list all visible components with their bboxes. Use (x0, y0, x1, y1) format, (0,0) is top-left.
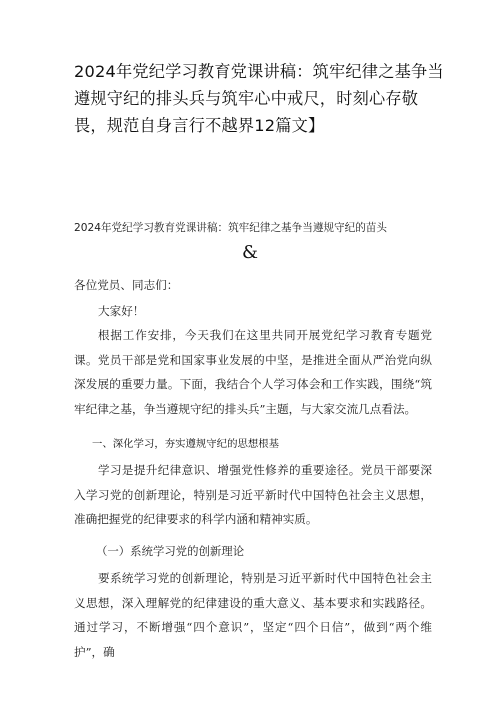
paragraph-section-1: 学习是提升纪律意识、增强党性修养的重要途径。党员干部要深入学习党的创新理论，特别是习近平新时代中国特色社会主义思想，准确把握党的纪律要求的科学内涵和精神实质。 (74, 463, 432, 526)
subsection-heading-1: （一）系统学习党的创新理论 (96, 544, 245, 558)
salutation: 各位党员、同志们： (74, 278, 179, 292)
ampersand-symbol: & (241, 242, 259, 263)
greeting: 大家好！ (98, 304, 145, 318)
document-title: 2024年党纪学习教育党课讲稿：筑牢纪律之基争当遵规守纪的排头兵与筑牢心中戒尺，时刻心存敬畏，规范自身言行不越界12篇文】 (74, 62, 444, 135)
paragraph-subsection-1: 要系统学习党的创新理论，特别是习近平新时代中国特色社会主义思想，深入理解党的纪律建设的重大意义、基本要求和实践路径。通过学习，不断增强“四个意识”，坚定“四个日信”，做到“两个维护”，确 (74, 571, 432, 659)
document-subtitle: 2024年党纪学习教育党课讲稿：筑牢纪律之基争当遵规守纪的苗头 (74, 222, 387, 234)
section-heading-1: 一、深化学习，夯实遵规守纪的思想根基 (92, 438, 280, 450)
paragraph-intro: 根据工作安排，今天我们在这里共同开展党纪学习教育专题党课。党员干部是党和国家事业发展的中坚，是推进全面从严治党向纵深发展的重要力量。下面，我结合个人学习体会和工作实践，围绕“筑牢纪律之基，争当遵规守纪的排头兵”主题，与大家交流几点看法。 (74, 328, 432, 416)
